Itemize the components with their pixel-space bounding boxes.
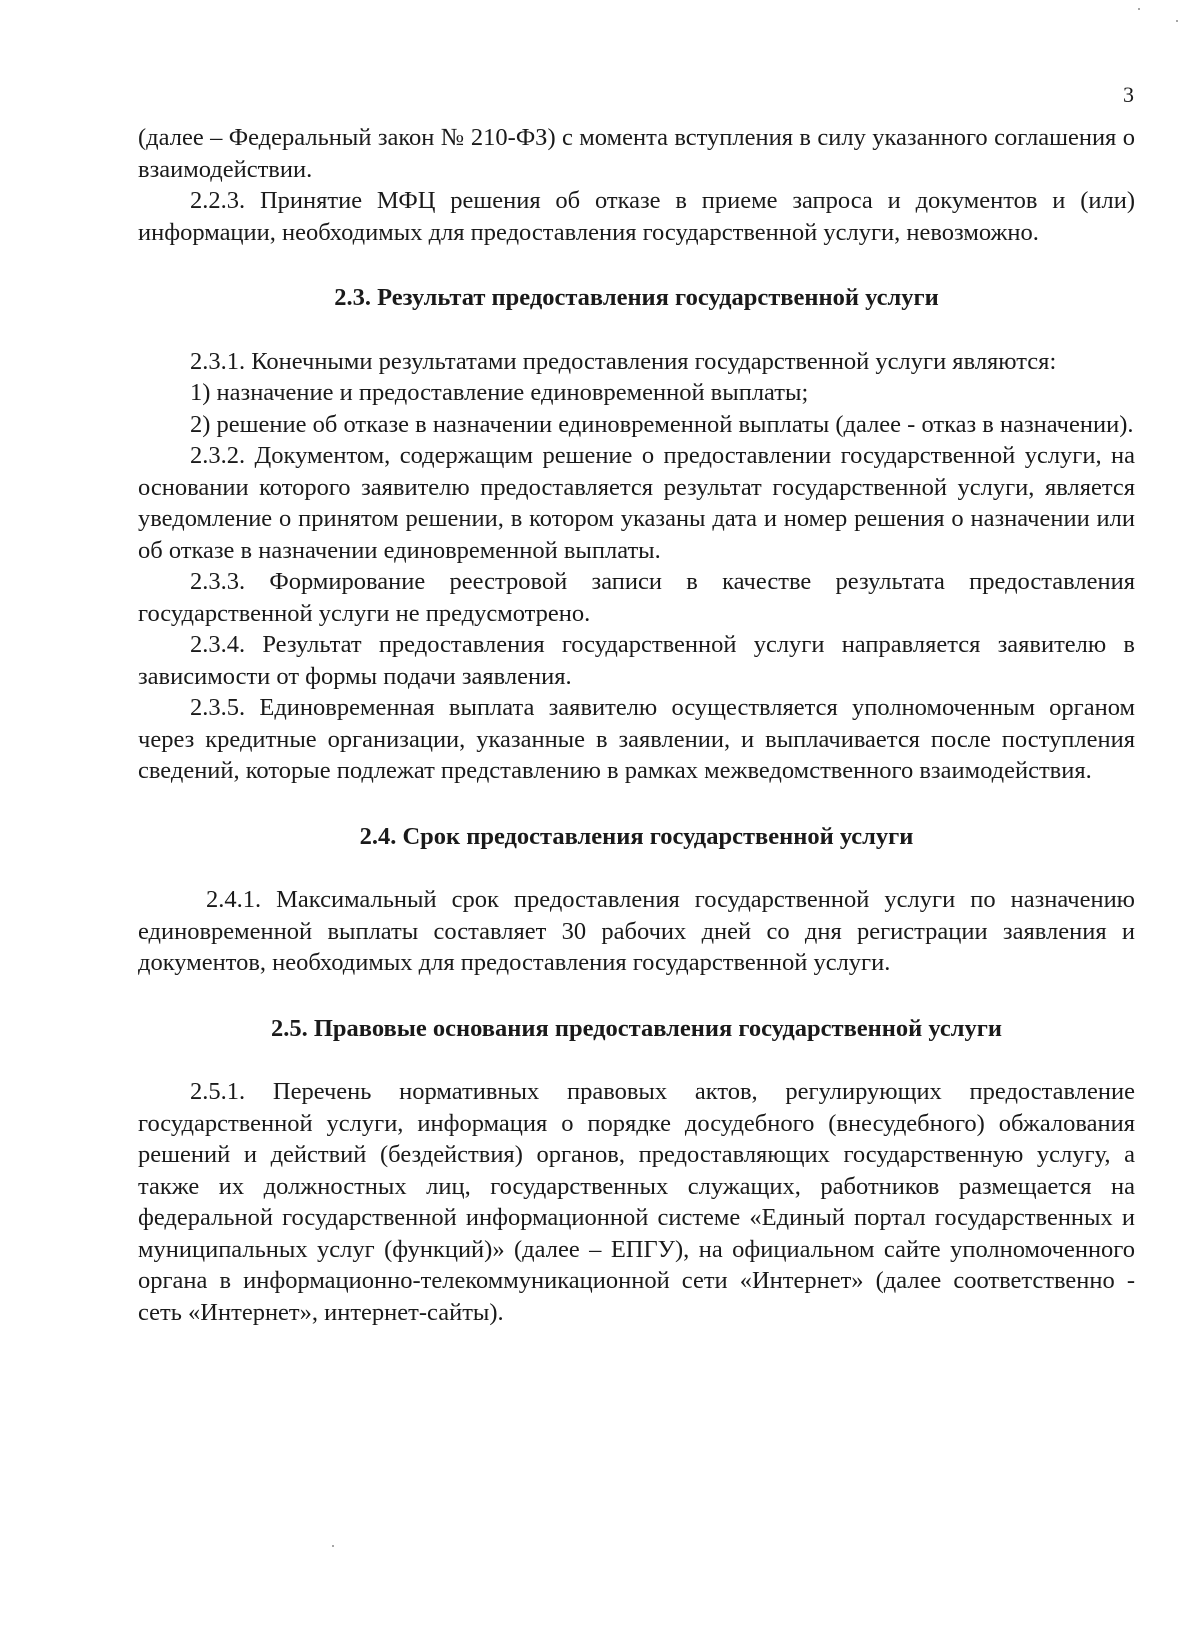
page-number: 3 <box>1123 82 1134 107</box>
scan-speck <box>332 1545 334 1547</box>
paragraph-2-4-1: 2.4.1. Максимальный срок предоставления государственной услуги по назначению единовременной выплаты составляет 30 рабочих дней со дня регистрации заявления и документов, необходимых для предоставления государственной услуги. <box>138 886 1135 976</box>
section-heading-2-5: 2.5. Правовые основания предоставления государственной услуги <box>270 1014 1003 1042</box>
paragraph-2-3-2: 2.3.2. Документом, содержащим решение о предоставлении государственной услуги, на основании которого заявителю предоставляется результат государственной услуги, является уведомление о принятом решении, в котором указаны дата и номер решения о назначении или об отказе в назначении единовременной выплаты. <box>138 442 1135 564</box>
paragraph-2-5-1: 2.5.1. Перечень нормативных правовых актов, регулирующих предоставление государственной услуги, информация о порядке досудебного (внесудебного) обжалования решений и действий (бездействия) органов, предоставляющих государственную услугу, а также их должностных лиц, государственных служащих, работников размещается на федеральной государственной информационной системе «Единый портал государственных и муниципальных услуг (функций)» (далее – ЕПГУ), на официальном сайте уполномоченного органа в информационно-телекоммуникационной сети «Интернет» (далее соответственно - сеть «Интернет», интернет-сайты). <box>138 1078 1135 1326</box>
section-heading-2-3: 2.3. Результат предоставления государственной услуги <box>334 284 939 311</box>
scan-speck <box>1138 8 1140 10</box>
section-heading-2-4: 2.4. Срок предоставления государственной услуги <box>359 822 914 850</box>
paragraph-2-3-1: 2.3.1. Конечными результатами предоставления государственной услуги являются: <box>190 347 1057 375</box>
paragraph-2-2-3: 2.2.3. Принятие МФЦ решения об отказе в приеме запроса и документов и (или) информации, необходимых для предоставления государственной услуги, невозможно. <box>138 187 1135 246</box>
paragraph-2-3-4: 2.3.4. Результат предоставления государственной услуги направляется заявителю в зависимости от формы подачи заявления. <box>138 631 1135 690</box>
paragraph-continuation: (далее – Федеральный закон № 210-ФЗ) с момента вступления в силу указанного соглашения о взаимодействии. <box>138 124 1135 183</box>
document-body <box>138 122 1135 1328</box>
scan-speck <box>1176 20 1178 22</box>
list-item-2: 2) решение об отказе в назначении единовременной выплаты (далее - отказ в назначении). <box>190 410 1134 438</box>
paragraph-2-3-3: 2.3.3. Формирование реестровой записи в качестве результата предоставления государственной услуги не предусмотрено. <box>138 568 1135 627</box>
paragraph-2-3-5: 2.3.5. Единовременная выплата заявителю осуществляется уполномоченным органом через кредитные организации, указанные в заявлении, и выплачивается после поступления сведений, которые подлежат представлению в рамках межведомственного взаимодействия. <box>138 694 1135 784</box>
list-item-1: 1) назначение и предоставление единовременной выплаты; <box>190 379 809 406</box>
